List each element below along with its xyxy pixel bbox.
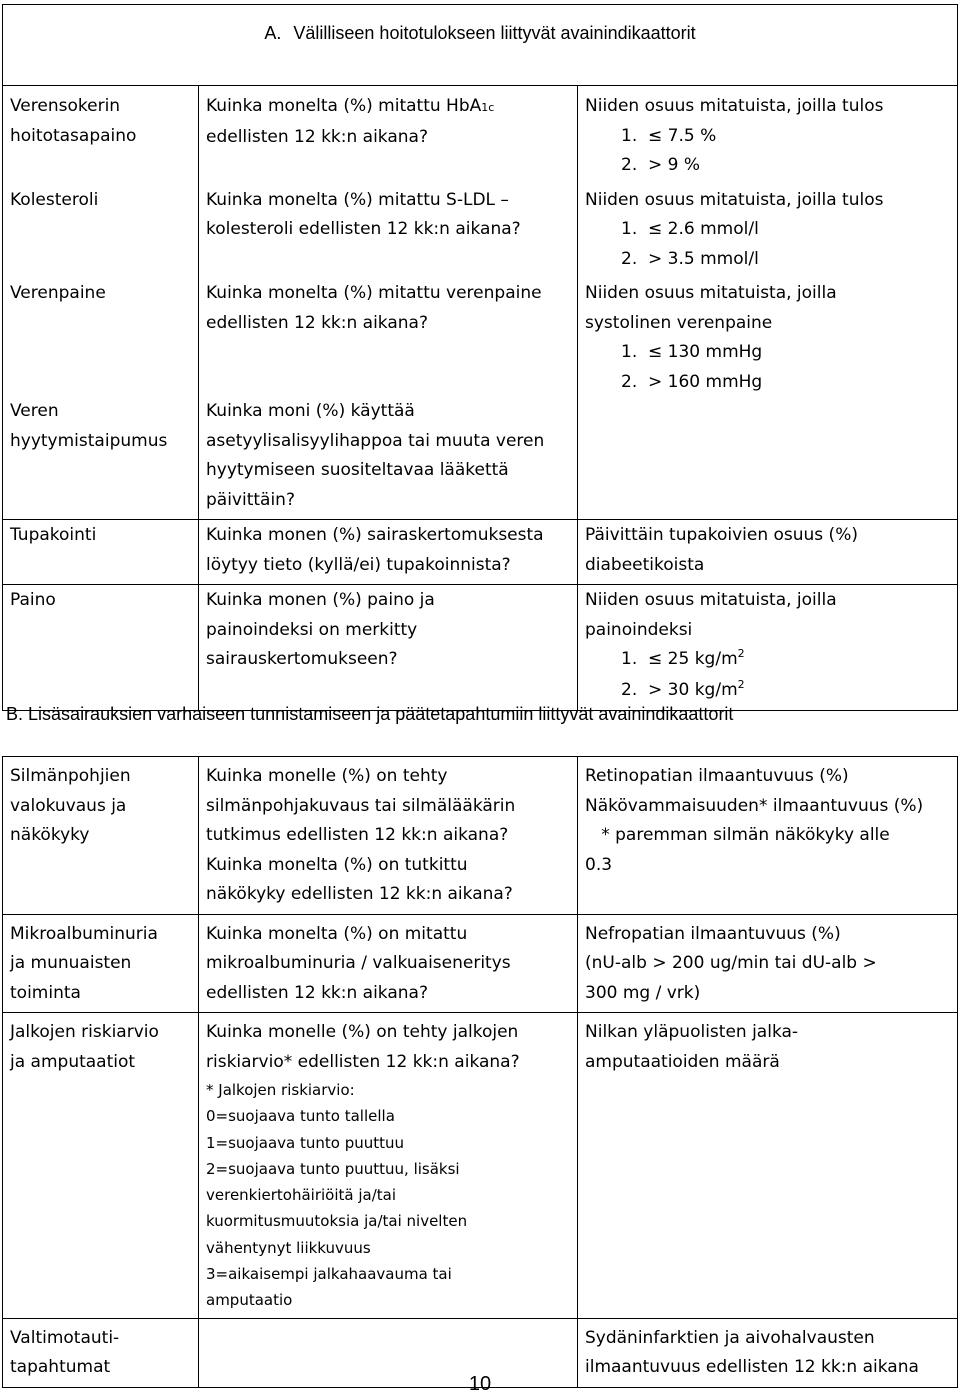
- row-question-line: edellisten 12 kk:n aikana?: [206, 126, 428, 147]
- outcome-item: 1. ≤ 130 mmHg: [621, 342, 763, 362]
- row-label-line: toiminta: [10, 982, 81, 1003]
- row-outcome-line: Retinopatian ilmaantuvuus (%): [585, 766, 849, 786]
- section-b-heading: [6, 704, 733, 725]
- row-outcome-line: Niiden osuus mitatuista, joilla tulos: [585, 96, 884, 116]
- row-outcome-line: amputaatioiden määrä: [585, 1051, 780, 1072]
- row-label-line: Paino: [10, 590, 56, 610]
- row-label-line: Verenpaine: [10, 283, 106, 303]
- row-question-line: silmänpohjakuvaus tai silmälääkärin: [206, 795, 516, 816]
- row-question-line: näkökyky edellisten 12 kk:n aikana?: [206, 884, 513, 904]
- question-text: Kuinka monelta (%) mitattu HbA: [206, 96, 482, 116]
- row-label: [3, 278, 199, 520]
- row-outcome-line: ilmaantuvuus edellisten 12 kk:n aikana: [585, 1357, 919, 1378]
- row-question-line: riskiarvio* edellisten 12 kk:n aikana?: [206, 1051, 520, 1072]
- row-outcome-line: 0.3: [585, 854, 613, 875]
- note-line: 2=suojaava tunto puuttuu, lisäksi: [206, 1159, 460, 1178]
- section-b-title: Lisäsairauksien varhaiseen tunnistamiseen ja päätetapahtumiin liittyvät avainindikaattorit: [28, 704, 734, 724]
- row-question-line: Kuinka monelta (%) mitattu S-LDL –: [206, 189, 509, 210]
- row-label-line: Kolesteroli: [10, 189, 99, 210]
- table-row: [3, 585, 958, 711]
- row-label-line: hoitotasapaino: [10, 125, 137, 146]
- row-label-line: Jalkojen riskiarvio: [10, 1022, 159, 1042]
- row-outcome-line: * paremman silmän näkökyky alle: [585, 825, 890, 845]
- section-a-letter: A.: [264, 23, 282, 43]
- outcome-item: [585, 676, 950, 707]
- row-label-line: ja munuaisten: [10, 953, 132, 973]
- note-line: 0=suojaava tunto tallella: [206, 1107, 395, 1126]
- page-number: 10: [468, 1373, 492, 1395]
- row-label: [3, 914, 199, 1013]
- row-label-line: Verensokerin: [10, 96, 121, 116]
- row-question: [199, 86, 578, 185]
- spacer: [10, 368, 191, 398]
- risk-assessment-note: [206, 1077, 570, 1314]
- row-question-line: Kuinka monelta (%) on mitattu: [206, 923, 468, 944]
- hba1c-subscript: 1c: [481, 101, 495, 114]
- row-question: [199, 185, 578, 279]
- row-outcome-line: Niiden osuus mitatuista, joilla tulos: [585, 189, 884, 210]
- row-label-line: hyytymistaipumus: [10, 430, 168, 451]
- row-question-line: sairauskertomukseen?: [206, 649, 398, 669]
- outcome-item: 2. > 9 %: [621, 155, 701, 175]
- row-outcome-line: painoindeksi: [585, 619, 693, 640]
- row-outcome-line: Nefropatian ilmaantuvuus (%): [585, 923, 841, 944]
- table-row: [3, 520, 958, 585]
- row-outcome-line: systolinen verenpaine: [585, 312, 773, 333]
- row-question: [199, 1013, 578, 1319]
- row-label: [3, 1013, 199, 1319]
- row-outcome-line: Nilkan yläpuolisten jalka-: [585, 1022, 799, 1042]
- spacer: [10, 338, 191, 368]
- superscript: 2: [737, 677, 745, 691]
- row-outcome: [578, 520, 958, 585]
- row-outcome: [578, 185, 958, 279]
- row-question-line: löytyy tieto (kyllä/ei) tupakoinnista?: [206, 554, 511, 575]
- table-row: [3, 914, 958, 1013]
- note-line: 1=suojaava tunto puuttuu: [206, 1133, 405, 1152]
- row-question: [199, 914, 578, 1013]
- row-question-line: painoindeksi on merkitty: [206, 619, 418, 640]
- row-question-line: tutkimus edellisten 12 kk:n aikana?: [206, 825, 509, 845]
- row-label-line: ja amputaatiot: [10, 1051, 136, 1072]
- outcome-item: 1. ≤ 2.6 mmol/l: [621, 219, 759, 239]
- indicator-table-b: [2, 756, 958, 1388]
- row-label-line: tapahtumat: [10, 1357, 111, 1378]
- row-label: [3, 757, 199, 915]
- row-question-line: Kuinka monelle (%) on tehty: [206, 766, 448, 786]
- row-outcome-line: Niiden osuus mitatuista, joilla: [585, 590, 837, 610]
- row-outcome-line: Niiden osuus mitatuista, joilla: [585, 283, 837, 303]
- row-outcome-line: Sydäninfarktien ja aivohalvausten: [585, 1327, 875, 1348]
- row-question-line: [206, 92, 570, 123]
- note-line: amputaatio: [206, 1291, 293, 1310]
- table-row: [3, 278, 958, 520]
- row-label: [3, 86, 199, 185]
- row-question-line: hyytymiseen suositeltavaa lääkettä: [206, 460, 509, 480]
- row-outcome: [578, 1013, 958, 1319]
- row-question-line: Kuinka monelta (%) mitattu verenpaine: [206, 283, 542, 303]
- note-line: verenkiertohäiriöitä ja/tai: [206, 1186, 397, 1205]
- row-outcome: [578, 757, 958, 915]
- table-a-header-row: [3, 5, 958, 86]
- row-outcome: [578, 914, 958, 1013]
- row-question-line: Kuinka monen (%) sairaskertomuksesta: [206, 525, 544, 545]
- row-label-line: Tupakointi: [10, 525, 97, 545]
- row-question-line: edellisten 12 kk:n aikana?: [206, 982, 428, 1003]
- row-outcome: [578, 585, 958, 711]
- row-outcome-line: (nU-alb > 200 ug/min tai dU-alb >: [585, 953, 877, 973]
- row-question-line: päivittäin?: [206, 489, 295, 510]
- row-label-line: valokuvaus ja: [10, 795, 127, 816]
- outcome-item: [585, 645, 950, 676]
- table-row: [3, 757, 958, 915]
- row-label-line: Silmänpohjien: [10, 766, 131, 786]
- row-label-line: Veren: [10, 401, 59, 421]
- table-row: [3, 1013, 958, 1319]
- note-line: vähentynyt liikkuvuus: [206, 1238, 371, 1257]
- section-a-heading: [3, 5, 958, 86]
- section-a-title: Välilliseen hoitotulokseen liittyvät avainindikaattorit: [293, 23, 696, 43]
- row-question-line: Kuinka monelta (%) on tutkittu: [206, 854, 468, 875]
- row-label-line: Mikroalbuminuria: [10, 923, 158, 944]
- outcome-item: 1. ≤ 7.5 %: [621, 125, 717, 146]
- row-outcome-line: Näkövammaisuuden* ilmaantuvuus (%): [585, 795, 924, 816]
- spacer: [10, 309, 191, 339]
- row-question-line: kolesteroli edellisten 12 kk:n aikana?: [206, 219, 521, 239]
- outcome-item-text: 2. > 30 kg/m: [621, 679, 738, 700]
- spacer: [206, 368, 570, 398]
- indicator-table-a: [2, 4, 958, 711]
- spacer: [206, 338, 570, 368]
- row-question: [199, 757, 578, 915]
- outcome-item: 2. > 3.5 mmol/l: [621, 248, 759, 269]
- row-label-line: Valtimotauti-: [10, 1327, 120, 1348]
- superscript: 2: [737, 647, 745, 660]
- row-question-line: mikroalbuminuria / valkuaiseneritys: [206, 953, 511, 973]
- table-row: [3, 185, 958, 279]
- section-b-letter: B.: [6, 704, 24, 724]
- table-row: [3, 86, 958, 185]
- row-outcome-line: 300 mg / vrk): [585, 982, 701, 1003]
- row-question-line: Kuinka monelle (%) on tehty jalkojen: [206, 1022, 519, 1042]
- row-question-line: Kuinka moni (%) käyttää: [206, 401, 415, 421]
- outcome-item: 2. > 160 mmHg: [621, 371, 763, 392]
- note-line: 3=aikaisempi jalkahaavauma tai: [206, 1265, 452, 1284]
- row-outcome: [578, 278, 958, 520]
- row-question: [199, 585, 578, 711]
- note-line: * Jalkojen riskiarvio:: [206, 1081, 355, 1099]
- row-label-line: näkökyky: [10, 825, 90, 845]
- row-outcome: [578, 86, 958, 185]
- row-outcome-line: Päivittäin tupakoivien osuus (%): [585, 525, 858, 545]
- outcome-item-text: 1. ≤ 25 kg/m: [621, 649, 738, 669]
- row-outcome-line: diabeetikoista: [585, 554, 705, 575]
- note-line: kuormitusmuutoksia ja/tai nivelten: [206, 1212, 468, 1231]
- row-question-line: Kuinka monen (%) paino ja: [206, 590, 435, 610]
- row-question-line: edellisten 12 kk:n aikana?: [206, 312, 428, 333]
- row-question: [199, 278, 578, 520]
- row-question-line: asetyylisalisyylihappoa tai muuta veren: [206, 430, 545, 451]
- row-label: [3, 585, 199, 711]
- row-label: [3, 520, 199, 585]
- row-label: [3, 185, 199, 279]
- row-question: [199, 520, 578, 585]
